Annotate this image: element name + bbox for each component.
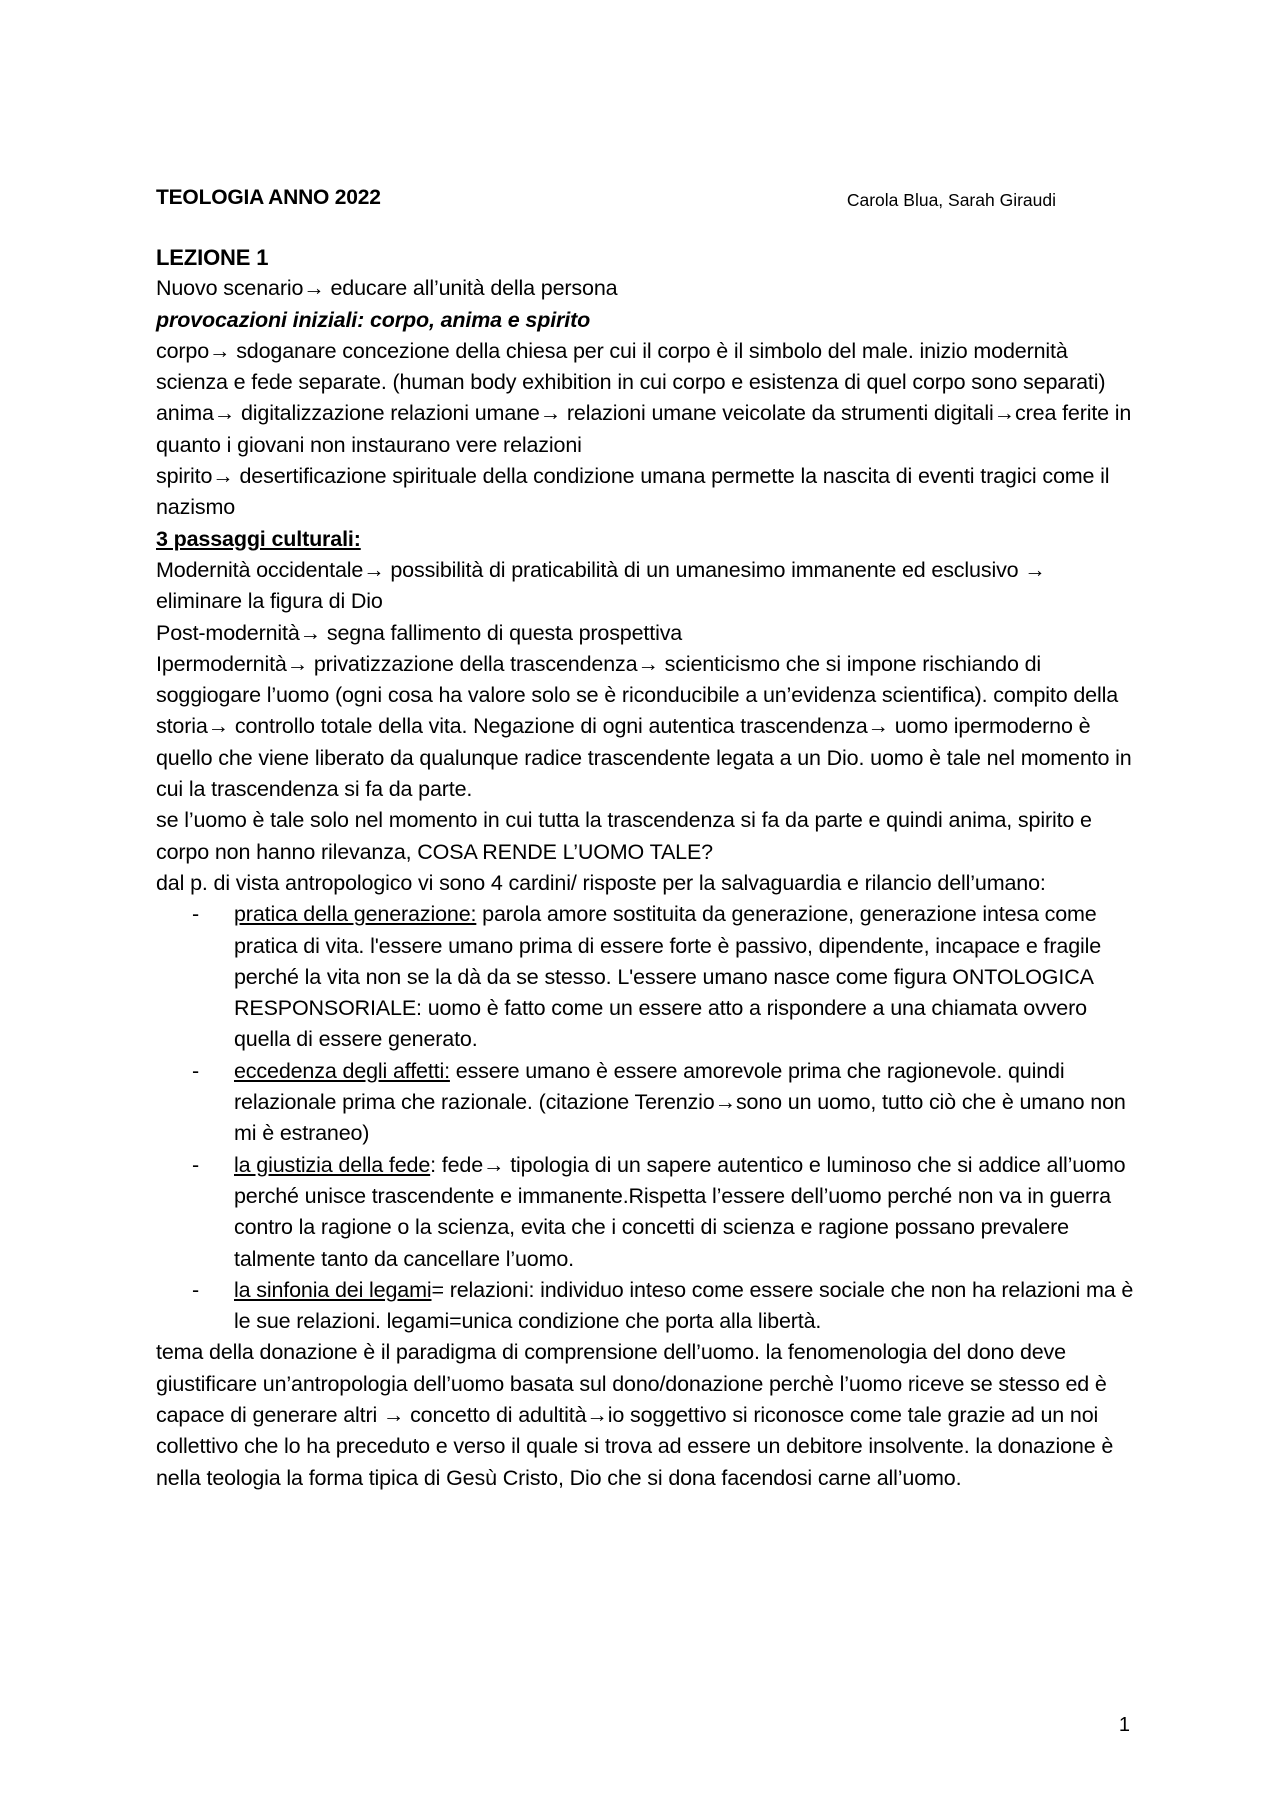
document-title: TEOLOGIA ANNO 2022 xyxy=(156,186,381,209)
list-item-text: parola amore sostituita da generazione, generazione intesa come pratica di vita. l'essere umano prima di essere forte è passivo, dipendente, incapace e fragile perché la vita non se la dà da se stesso. L'essere umano nasce come figura ONTOLOGICA RESPONSORIALE: uomo è fatto come un essere atto a rispondere a una chiamata ovvero quella di essere generato. xyxy=(234,902,1102,1052)
lesson-heading: LEZIONE 1 xyxy=(156,245,269,270)
list-dash: - xyxy=(192,902,200,927)
paragraph-spirito: spirito→ desertificazione spirituale della condizione umana permette la nascita di eventi tragici come il nazismo xyxy=(156,464,1110,520)
paragraph-cardini-intro: dal p. di vista antropologico vi sono 4 cardini/ risposte per la salvaguardia e rilancio dell’umano: xyxy=(156,870,1046,895)
document-body xyxy=(156,242,1136,1494)
paragraph-question: se l’uomo è tale solo nel momento in cui tutta la trascendenza si fa da parte e quindi anima, spirito e corpo non hanno rilevanza, COSA RENDE L’UOMO TALE? xyxy=(156,808,1092,864)
list-item xyxy=(156,1056,1136,1150)
document-authors: Carola Blua, Sarah Giraudi xyxy=(846,190,1056,210)
cultural-passages-heading: 3 passaggi culturali: xyxy=(156,526,361,551)
lesson-intro: Nuovo scenario→ educare all’unità della persona xyxy=(156,276,618,301)
lesson-subheading: provocazioni iniziali: corpo, anima e spirito xyxy=(156,307,591,332)
list-item xyxy=(156,1275,1136,1338)
list-dash: - xyxy=(192,1152,200,1177)
list-item-term: la giustizia della fede xyxy=(234,1152,431,1177)
paragraph-post-modernita: Post-modernità→ segna fallimento di questa prospettiva xyxy=(156,620,683,645)
paragraph-donazione: tema della donazione è il paradigma di comprensione dell’uomo. la fenomenologia del dono deve giustificare un’antropologia dell’uomo basata sul dono/donazione perchè l’uomo riceve se stesso ed è capace di generare altri → concetto di adultità→io soggettivo si riconosce come tale grazie ad un noi collettivo che lo ha preceduto e verso il quale si trova ad essere un debitore insolvente. la donazione è nella teologia la forma tipica di Gesù Cristo, Dio che si dona facendosi carne all’uomo. xyxy=(156,1340,1114,1490)
paragraph-ipermodernita: Ipermodernità→ privatizzazione della trascendenza→ scienticismo che si impone rischiando di soggiogare l’uomo (ogni cosa ha valore solo se è riconducibile a un’evidenza scientifica). compito della storia→ controllo totale della vita. Negazione di ogni autentica trascendenza→ uomo ipermoderno è quello che viene liberato da qualunque radice trascendente legata a un Dio. uomo è tale nel momento in cui la trascendenza si fa da parte. xyxy=(156,651,1132,802)
list-item-text: = relazioni: individuo inteso come essere sociale che non ha relazioni ma è le sue relazioni. legami=unica condizione che porta alla libertà. xyxy=(234,1277,1134,1334)
cardini-list xyxy=(156,899,1136,1337)
paragraph-corpo: corpo→ sdoganare concezione della chiesa per cui il corpo è il simbolo del male. inizio modernità scienza e fede separate. (human body exhibition in cui corpo e esistenza di quel corpo sono separati) xyxy=(156,338,1106,395)
document-header xyxy=(156,186,1056,218)
list-item-term: eccedenza degli affetti: xyxy=(234,1058,450,1083)
paragraph-anima: anima→ digitalizzazione relazioni umane→ relazioni umane veicolate da strumenti digitali→crea ferite in quanto i giovani non instaurano vere relazioni xyxy=(156,401,1132,457)
list-dash: - xyxy=(192,1277,200,1302)
list-item-term: la sinfonia dei legami xyxy=(234,1277,432,1302)
list-item-term: pratica della generazione: xyxy=(234,902,477,927)
list-item-text: essere umano è essere amorevole prima che ragionevole. quindi relazionale prima che razionale. (citazione Terenzio→sono un uomo, tutto ciò che è umano non mi è estraneo) xyxy=(234,1058,1126,1146)
list-item-text: : fede→ tipologia di un sapere autentico e luminoso che si addice all’uomo perché unisce trascendente e immanente.Rispetta l’essere dell’uomo perché non va in guerra contro la ragione o la scienza, evita che i concetti di scienza e ragione possano prevalere talmente tanto da cancellare l’uomo. xyxy=(234,1152,1126,1271)
paragraph-modernita: Modernità occidentale→ possibilità di praticabilità di un umanesimo immanente ed esclusivo → eliminare la figura di Dio xyxy=(156,557,1046,614)
page-number: 1 xyxy=(1118,1714,1130,1736)
list-dash: - xyxy=(192,1058,200,1083)
list-item xyxy=(156,899,1136,1055)
list-item xyxy=(156,1150,1136,1275)
